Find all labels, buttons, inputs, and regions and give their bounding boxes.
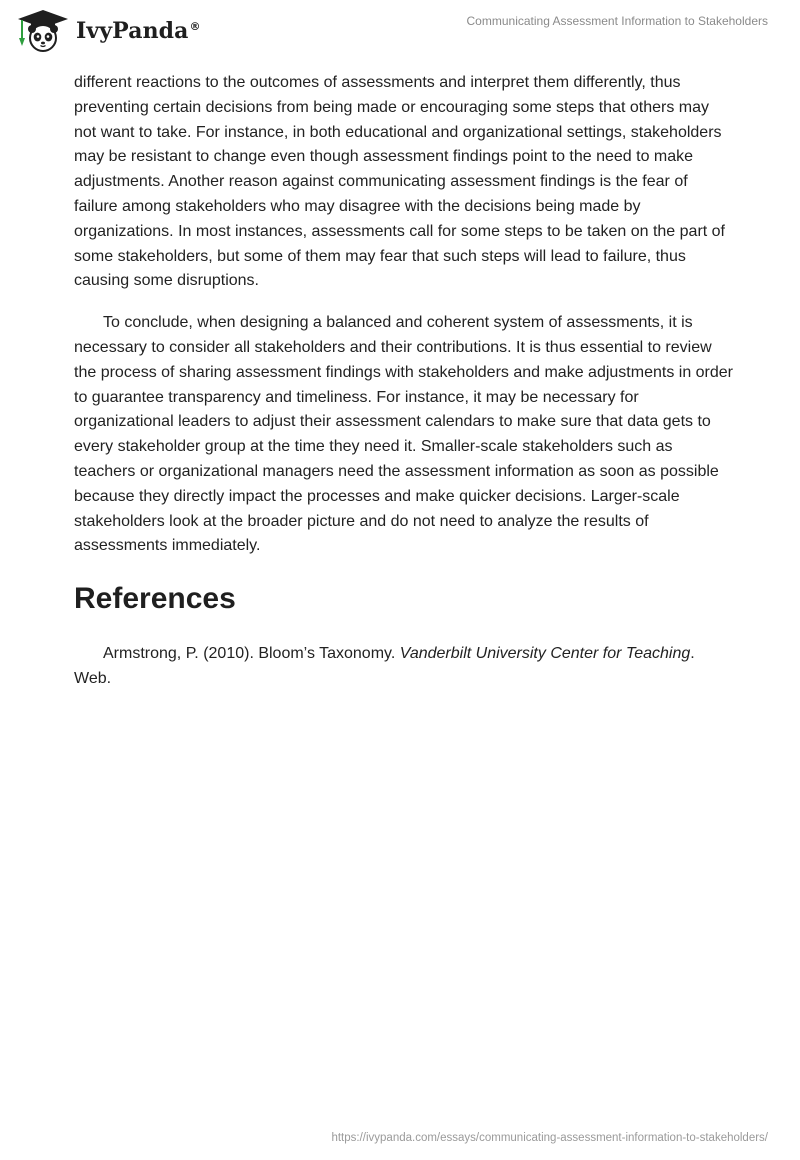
body-paragraph: different reactions to the outcomes of assessments and interpret them differently, thus preventing certain decisions from being made or encouraging some steps that others may not want to take. For instance, in both educational and organizational settings, stakeholders may be resistant to change even though assessment findings point to the need to make adjustments. Another reason against communicating assessment findings is the fear of failure among stakeholders who may disagree with the decisions being made by organizations. In most instances, assessments call for some steps to be taken on the part of some stakeholders, but some of them may fear that such steps will lead to failure, thus causing some disruptions. bbox=[74, 74, 725, 290]
registered-mark: ® bbox=[189, 19, 201, 33]
source-url-link[interactable]: https://ivypanda.com/essays/communicating-assessment-information-to-stakeholders/ bbox=[331, 1132, 768, 1144]
panda-graduation-cap-icon bbox=[14, 8, 72, 54]
conclusion-paragraph: To conclude, when designing a balanced and coherent system of assessments, it is necessary to consider all stakeholders and their contributions. It is thus essential to review the process of sharing assessment findings with stakeholders and make adjustments in order to guarantee transparency and timeliness. For instance, it may be necessary for organizational leaders to adjust their assessment calendars to make sure that data gets to every stakeholder group at the time they need it. Smaller-scale stakeholders such as teachers or organizational managers need the assessment information as soon as possible because they directly impact the processes and make quicker decisions. Larger-scale stakeholders look at the broader picture and do not need to analyze the results of assessments immediately. bbox=[74, 314, 734, 555]
reference-source-title: Vanderbilt University Center for Teaching bbox=[399, 645, 691, 663]
reference-suffix: . Web. bbox=[74, 645, 695, 688]
essay-content bbox=[74, 71, 734, 691]
logo-wordmark bbox=[76, 18, 201, 44]
document-title: Communicating Assessment Information to Stakeholders bbox=[466, 14, 768, 28]
logo-text: IvyPanda bbox=[76, 18, 189, 44]
reference-text: Armstrong, P. (2010). Bloom’s Taxonomy. bbox=[103, 645, 400, 663]
ivypanda-logo[interactable] bbox=[14, 8, 201, 54]
reference-entry bbox=[74, 641, 734, 691]
page-header bbox=[0, 0, 800, 62]
references-heading: References bbox=[74, 582, 236, 616]
